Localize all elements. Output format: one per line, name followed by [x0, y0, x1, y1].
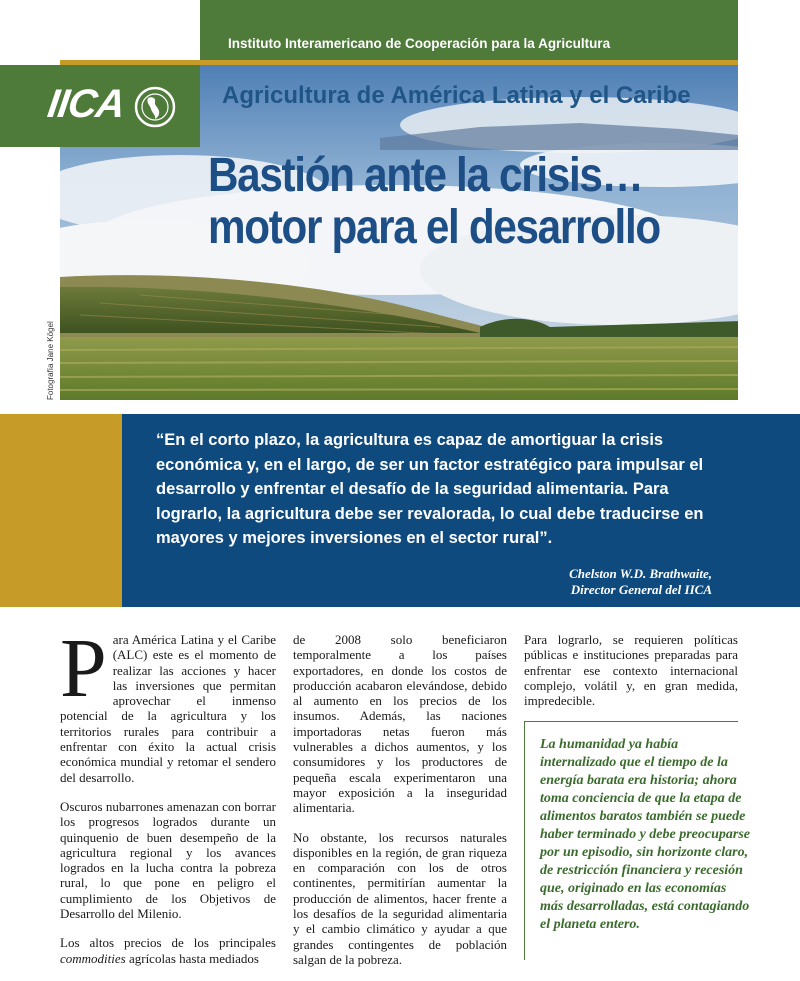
globe-icon [134, 86, 176, 128]
pull-quote-vertical-rule [524, 722, 525, 960]
pull-quote-rule [524, 721, 738, 722]
quote-author-name: Chelston W.D. Brathwaite, [569, 566, 712, 581]
photo-credit: Fotografía Jane Kögel [46, 321, 55, 400]
paragraph-text: Los altos precios de los principales [60, 935, 276, 951]
paragraph: Oscuros nubarrones amenazan con borrar los progresos logrados durante un quinquenio de buen desempeño de la agricultura regional y los avances logrados en la lucha contra la pobreza rural, lo que pone en peligro el cumplimiento de los Objetivos de Desarrollo del Milenio. [60, 798, 276, 922]
pull-quote: La humanidad ya había internalizado que el tiempo de la energía barata era historia; ahora toma conciencia de que la etapa de alimentos baratos también se puede haber terminado y debe preocuparse por un episodio, sin horizonte claro, de restricción financiera y recesión que, originado en las economías más desarrolladas, está contagiando el planeta entero. [540, 737, 750, 932]
paragraph-text: agrícolas hasta mediados [125, 950, 259, 966]
quote-author-title: Director General del IICA [570, 582, 712, 597]
institute-name: Instituto Interamericano de Cooperación para la Agricultura [228, 36, 611, 51]
emphasis-text: commodities [60, 950, 126, 966]
quote-text: “En el corto plazo, la agricultura es capaz de amortiguar la crisis económica y, en el largo, de ser un factor estratégico para impulsar el desarrollo y enfrentar el desafío de la seguridad alimentaria. Para lograrlo, la agricultura debe ser revalorada, lo cual debe traducirse en mayores y mejores inversiones en el sector rural”. [156, 431, 704, 547]
quote-author [440, 566, 712, 598]
drop-cap: P [60, 622, 107, 715]
paragraph: No obstante, los recursos naturales disponibles en la región, de gran riqueza en comparación con los de otros continentes, permitirían aumentar la producción de alimentos, hacer frente a los desafíos de la seguridad alimentaria y el cambio climático y ayudar a que grandes contingentes de población salgan de la pobreza. [293, 829, 507, 967]
body-column-1 [60, 622, 276, 980]
body-column-3 [524, 632, 738, 722]
body-column-2 [293, 632, 507, 981]
headline-line2: motor para el desarrollo [208, 201, 660, 254]
headline-line1: Bastión ante la crisis… [208, 149, 643, 202]
paragraph: Para lograrlo, se requieren políticas públicas e instituciones preparadas para enfrentar ese contexto internacional complejo, volátil y, en gran medida, impredecible. [524, 632, 738, 709]
paragraph [60, 622, 276, 785]
paragraph: de 2008 solo beneficiaron temporalmente a los países exportadores, en donde los costos de producción acabaron elevándose, debido al aumento en los precios de los insumos. Además, las naciones importadoras netas fueron más vulnerables a dichos aumentos, y los consumidores y los productores de pequeña escala experimentaron una mayor exposición a la inseguridad alimentaria. [293, 632, 507, 816]
paragraph [60, 935, 276, 966]
top-banner-green [200, 0, 738, 60]
quote-gold-band [0, 414, 122, 607]
headline [208, 150, 660, 254]
iica-logo-text: IICA [44, 82, 128, 126]
section-title: Agricultura de América Latina y el Caribe [222, 82, 691, 109]
paragraph-text: ara América Latina y el Caribe (ALC) este es el momento de realizar las acciones y hacer las inversiones que permitan aprovechar el inmenso potencial de la agricultura y los territorios rurales para contribuir a enfrentar con éxito la actual crisis económica mundial y retomar el sendero del desarrollo. [60, 632, 276, 785]
